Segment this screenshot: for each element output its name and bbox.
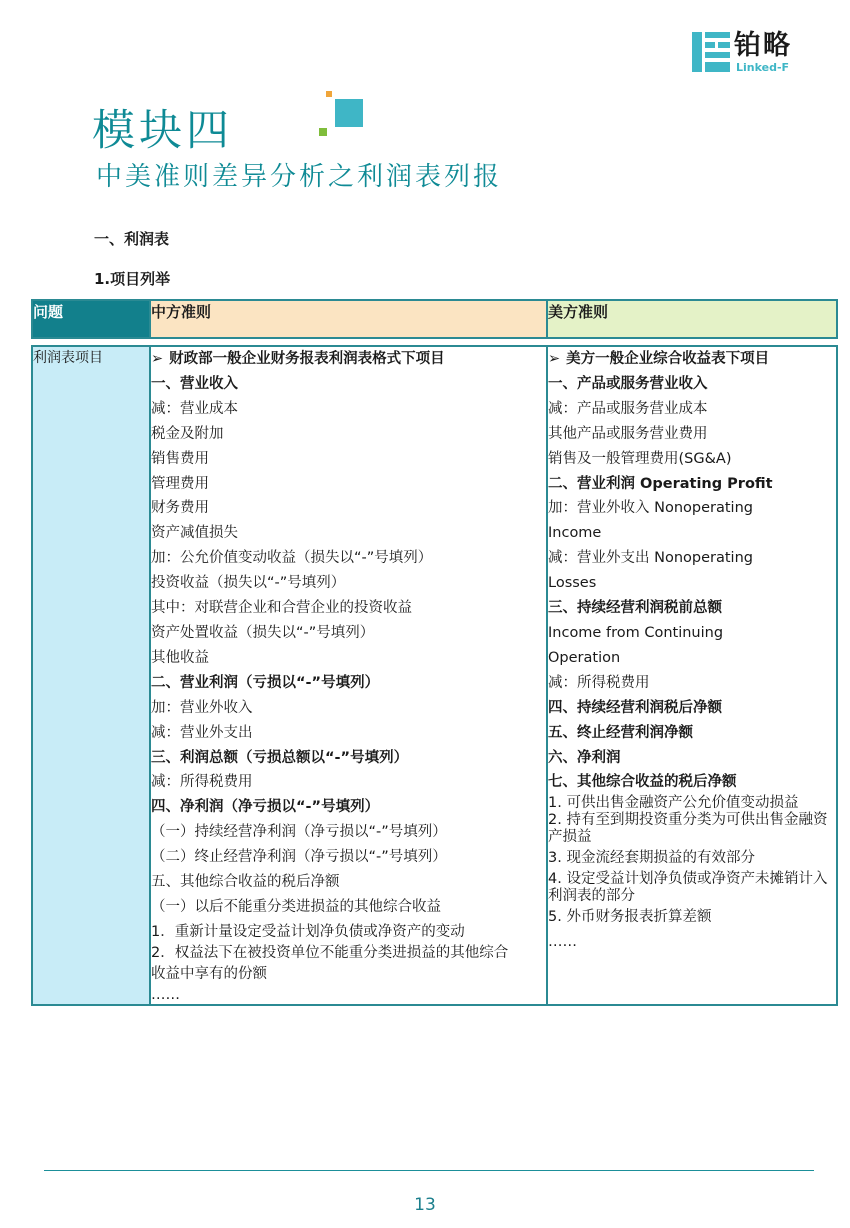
list-item (151, 447, 546, 472)
list-item (151, 347, 546, 372)
list-item-text: 四、净利润（净亏损以“-”号填列） (151, 799, 380, 816)
list-item (548, 521, 836, 546)
list-item (151, 521, 546, 546)
list-item (548, 347, 836, 372)
brand-logo (692, 30, 822, 76)
arrow-bullet-icon: ➢ (548, 351, 561, 367)
list-item-text: 税金及附加 (151, 425, 224, 442)
list-item-text: 其他收益 (151, 649, 209, 666)
list-item-text: （一）持续经营净利润（净亏损以“-”号填列） (151, 824, 447, 841)
list-item (548, 905, 836, 930)
list-item (151, 795, 546, 820)
list-item (151, 372, 546, 397)
list-item (151, 571, 546, 596)
footer-divider (44, 1170, 814, 1171)
module-title: 模块四 (92, 106, 233, 156)
list-item (548, 770, 836, 795)
list-item (151, 962, 546, 987)
list-item (548, 472, 836, 497)
list-item-text: 1．重新计量设定受益计划净负债或净资产的变动 (151, 923, 465, 940)
list-item (548, 696, 836, 721)
list-item (548, 846, 836, 871)
list-item (548, 546, 836, 571)
list-item (151, 596, 546, 621)
list-item-text: 2．权益法下在被投资单位不能重分类进损益的其他综合 (151, 944, 509, 961)
list-item-text: 七、其他综合收益的税后净额 (548, 774, 737, 791)
list-item (151, 646, 546, 671)
list-item-text: 销售费用 (151, 450, 209, 467)
list-item (548, 422, 836, 447)
logo-mark-icon (692, 32, 730, 72)
list-item-text: 加：营业外收入 Nonoperating (548, 500, 753, 517)
list-item-text: 六、净利润 (548, 749, 621, 766)
list-item (151, 496, 546, 521)
list-item-text: 其中：对联营企业和合营企业的投资收益 (151, 600, 412, 617)
logo-name-en: Linked-F (736, 61, 790, 74)
list-item (548, 871, 836, 905)
decor-square-green (319, 128, 327, 136)
header-china: 中方准则 (150, 300, 547, 338)
list-item (151, 422, 546, 447)
list-item-text: 3. 现金流经套期损益的有效部分 (548, 850, 755, 867)
list-item-text: 一、产品或服务营业收入 (548, 375, 708, 392)
module-subtitle: 中美准则差异分析之利润表列报 (96, 162, 503, 192)
list-item-text: 加：公允价值变动收益（损失以“-”号填列） (151, 550, 433, 567)
list-item-text: Operation (548, 649, 621, 666)
list-item-text: 五、其他综合收益的税后净额 (151, 874, 340, 891)
list-item (151, 945, 546, 962)
list-item (548, 721, 836, 746)
list-item (548, 812, 836, 846)
arrow-bullet-icon: ➢ (151, 351, 164, 367)
list-item-text: 财务费用 (151, 500, 209, 517)
list-item (548, 447, 836, 472)
section-heading: 一、利润表 (94, 230, 170, 248)
list-item (151, 671, 546, 696)
list-item-text: …… (548, 934, 577, 951)
list-item-text: 减：所得税费用 (151, 774, 253, 791)
list-item-text: 资产处置收益（损失以“-”号填列） (151, 624, 375, 641)
comparison-table (31, 299, 838, 1006)
list-item (151, 770, 546, 795)
subsection-heading: 1.项目列举 (94, 270, 171, 288)
list-item-text: 减：营业外支出 (151, 724, 253, 741)
list-item (151, 621, 546, 646)
list-item-text: （二）终止经营净利润（净亏损以“-”号填列） (151, 849, 447, 866)
list-item (548, 596, 836, 621)
list-item (548, 621, 836, 646)
list-item (548, 397, 836, 422)
decor-square-orange (326, 91, 332, 97)
list-item (548, 795, 836, 812)
table-header-row (32, 300, 837, 338)
list-item-text: Income from Continuing (548, 624, 724, 641)
list-item (548, 671, 836, 696)
list-item-text: 五、终止经营利润净额 (548, 724, 693, 741)
list-item (151, 895, 546, 920)
list-item-text: 2. 持有至到期投资重分类为可供出售金融资产损益 (548, 812, 828, 846)
us-items-cell (547, 346, 837, 1005)
decor-square-teal (335, 99, 363, 127)
list-item (548, 372, 836, 397)
header-us: 美方准则 (547, 300, 837, 338)
list-item-text: …… (151, 986, 180, 1003)
list-item (151, 920, 546, 945)
list-item (548, 496, 836, 521)
list-item (548, 930, 836, 955)
list-item-text: （一）以后不能重分类进损益的其他综合收益 (151, 898, 441, 915)
list-item (151, 870, 546, 895)
table-row (32, 346, 837, 1005)
list-item-text: Losses (548, 575, 597, 592)
list-item-text: 美方一般企业综合收益表下项目 (566, 351, 770, 367)
list-item-text: 4. 设定受益计划净负债或净资产未摊销计入利润表的部分 (548, 871, 828, 905)
list-item-text: 其他产品或服务营业费用 (548, 425, 708, 442)
logo-name-cn: 铂略 (734, 30, 792, 61)
list-item-text: 投资收益（损失以“-”号填列） (151, 575, 346, 592)
list-item (151, 987, 546, 1004)
list-item (151, 820, 546, 845)
list-item (548, 571, 836, 596)
list-item-text: Income (548, 525, 602, 542)
list-item-text: 收益中享有的份额 (151, 965, 267, 982)
list-item-text: 1. 可供出售金融资产公允价值变动损益 (548, 795, 799, 812)
list-item-text: 三、持续经营利润税前总额 (548, 600, 722, 617)
list-item (151, 472, 546, 497)
list-item-text: 一、营业收入 (151, 375, 238, 392)
list-item (548, 746, 836, 771)
list-item-text: 加：营业外收入 (151, 699, 253, 716)
list-item-text: 减：营业外支出 Nonoperating (548, 550, 753, 567)
list-item (151, 721, 546, 746)
list-item-text: 销售及一般管理费用(SG&A) (548, 450, 732, 467)
list-item-text: 减：营业成本 (151, 400, 238, 417)
list-item-text: 二、营业利润 Operating Profit (548, 475, 773, 492)
list-item-text: 减：产品或服务营业成本 (548, 400, 708, 417)
list-item-text: 管理费用 (151, 475, 209, 492)
list-item-text: 财政部一般企业财务报表利润表格式下项目 (169, 351, 445, 367)
page-number: 13 (414, 1195, 436, 1215)
list-item-text: 减：所得税费用 (548, 674, 650, 691)
list-item (151, 397, 546, 422)
list-item-text: 资产减值损失 (151, 525, 238, 542)
list-item-text: 三、利润总额（亏损总额以“-”号填列） (151, 749, 409, 766)
list-item-text: 二、营业利润（亏损以“-”号填列） (151, 674, 380, 691)
list-item (151, 546, 546, 571)
row-label: 利润表项目 (32, 346, 150, 1005)
china-items-cell (150, 346, 547, 1005)
list-item (548, 646, 836, 671)
list-item-text: 5. 外币财务报表折算差额 (548, 909, 712, 926)
header-issue: 问题 (32, 300, 150, 338)
list-item (151, 746, 546, 771)
list-item (151, 845, 546, 870)
list-item (151, 696, 546, 721)
list-item-text: 四、持续经营利润税后净额 (548, 699, 722, 716)
table-spacer-row (32, 338, 837, 346)
